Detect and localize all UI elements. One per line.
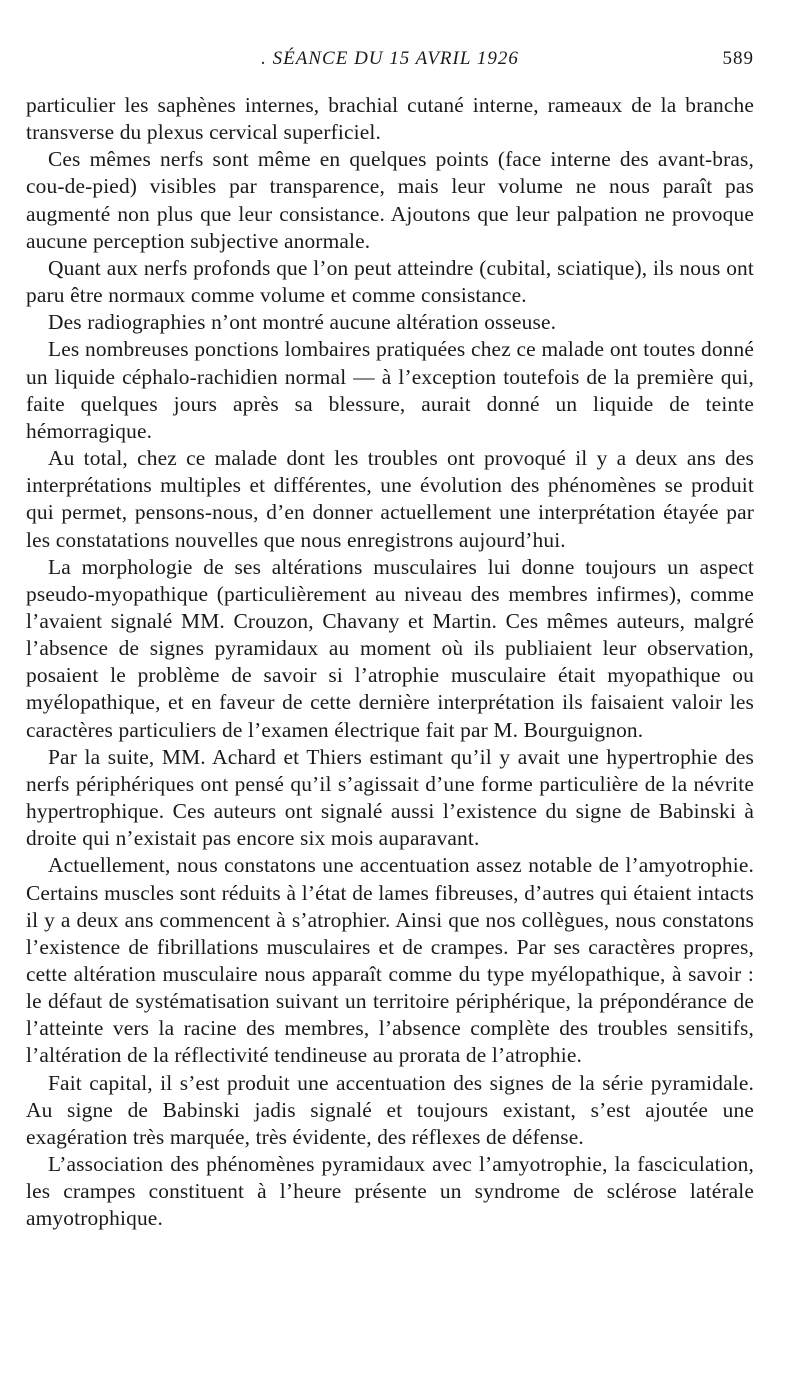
paragraph: L’association des phénomènes pyramidaux avec l’amyotrophie, la fasciculation, les crampes constituent à l’heure présente un syndrome de sclérose latérale amyotrophique. [26, 1152, 754, 1231]
paragraph: Les nombreuses ponctions lombaires pratiquées chez ce malade ont toutes donné un liquide céphalo-rachidien normal — à l’exception toutefois de la première qui, faite quelques jours après sa blessure, aurait donné un liquide de teinte hémorragique. [26, 337, 754, 443]
paragraph: Par la suite, MM. Achard et Thiers estimant qu’il y avait une hypertrophie des nerfs périphériques ont pensé qu’il s’agissait d’une forme particulière de la névrite hypertrophique. Ces auteurs ont signalé aussi l’existence du signe de Babinski à droite qui n’existait pas encore six mois auparavant. [26, 744, 754, 851]
paragraph: Quant aux nerfs profonds que l’on peut atteindre (cubital, sciatique), ils nous ont paru être normaux comme volume et comme consistance. [26, 255, 754, 308]
running-head [26, 48, 754, 78]
paragraph: Des radiographies n’ont montré aucune altération osseuse. [48, 310, 557, 335]
paragraph: Ces mêmes nerfs sont même en quelques points (face interne des avant-bras, cou-de-pied) visibles par transparence, mais leur volume ne nous paraît pas augmenté non plus que leur consistance. Ajoutons que leur palpation ne provoque aucune perception subjective anormale. [26, 147, 754, 253]
page-number: 589 [722, 48, 754, 69]
running-title: . SÉANCE DU 15 AVRIL 1926 [261, 48, 519, 69]
body-text [26, 92, 754, 1233]
paragraph: Fait capital, il s’est produit une accentuation des signes de la série pyramidale. Au signe de Babinski jadis signalé et toujours existant, s’est ajoutée une exagération très marquée, très évidente, des réflexes de défense. [26, 1070, 754, 1149]
paragraph: La morphologie de ses altérations musculaires lui donne toujours un aspect pseudo-myopathique (particulièrement au niveau des membres infirmes), comme l’avaient signalé MM. Crouzon, Chavany et Martin. Ces mêmes auteurs, malgré l’absence de signes pyramidaux au moment où ils publiaient leur observation, posaient le problème de savoir si l’atrophie musculaire était myopathique ou myélopathique, et en faveur de cette dernière interprétation ils faisaient valoir les caractères particuliers de l’examen électrique fait par M. Bourguignon. [26, 554, 754, 742]
paragraph: particulier les saphènes internes, brachial cutané interne, rameaux de la branche transverse du plexus cervical superficiel. [26, 93, 754, 145]
paragraph: Actuellement, nous constatons une accentuation assez notable de l’amyotrophie. Certains muscles sont réduits à l’état de lames fibreuses, d’autres qui étaient intacts il y a deux ans commencent à s’atrophier. Ainsi que nos collègues, nous constatons l’existence de fibrillations musculaires et de crampes. Par ses caractères propres, cette altération musculaire nous apparaît comme du type myélopathique, à savoir : le défaut de systématisation suivant un territoire périphérique, la prépondérance de l’atteinte vers la racine des membres, l’absence complète des troubles sensitifs, l’altération de la réflectivité tendineuse au prorata de l’atrophie. [26, 853, 754, 1068]
paragraph: Au total, chez ce malade dont les troubles ont provoqué il y a deux ans des interprétations multiples et différentes, une évolution des phénomènes se produit qui permet, pensons-nous, d’en donner actuellement une interprétation étayée par les constatations nouvelles que nous enregistrons aujourd’hui. [26, 446, 754, 552]
